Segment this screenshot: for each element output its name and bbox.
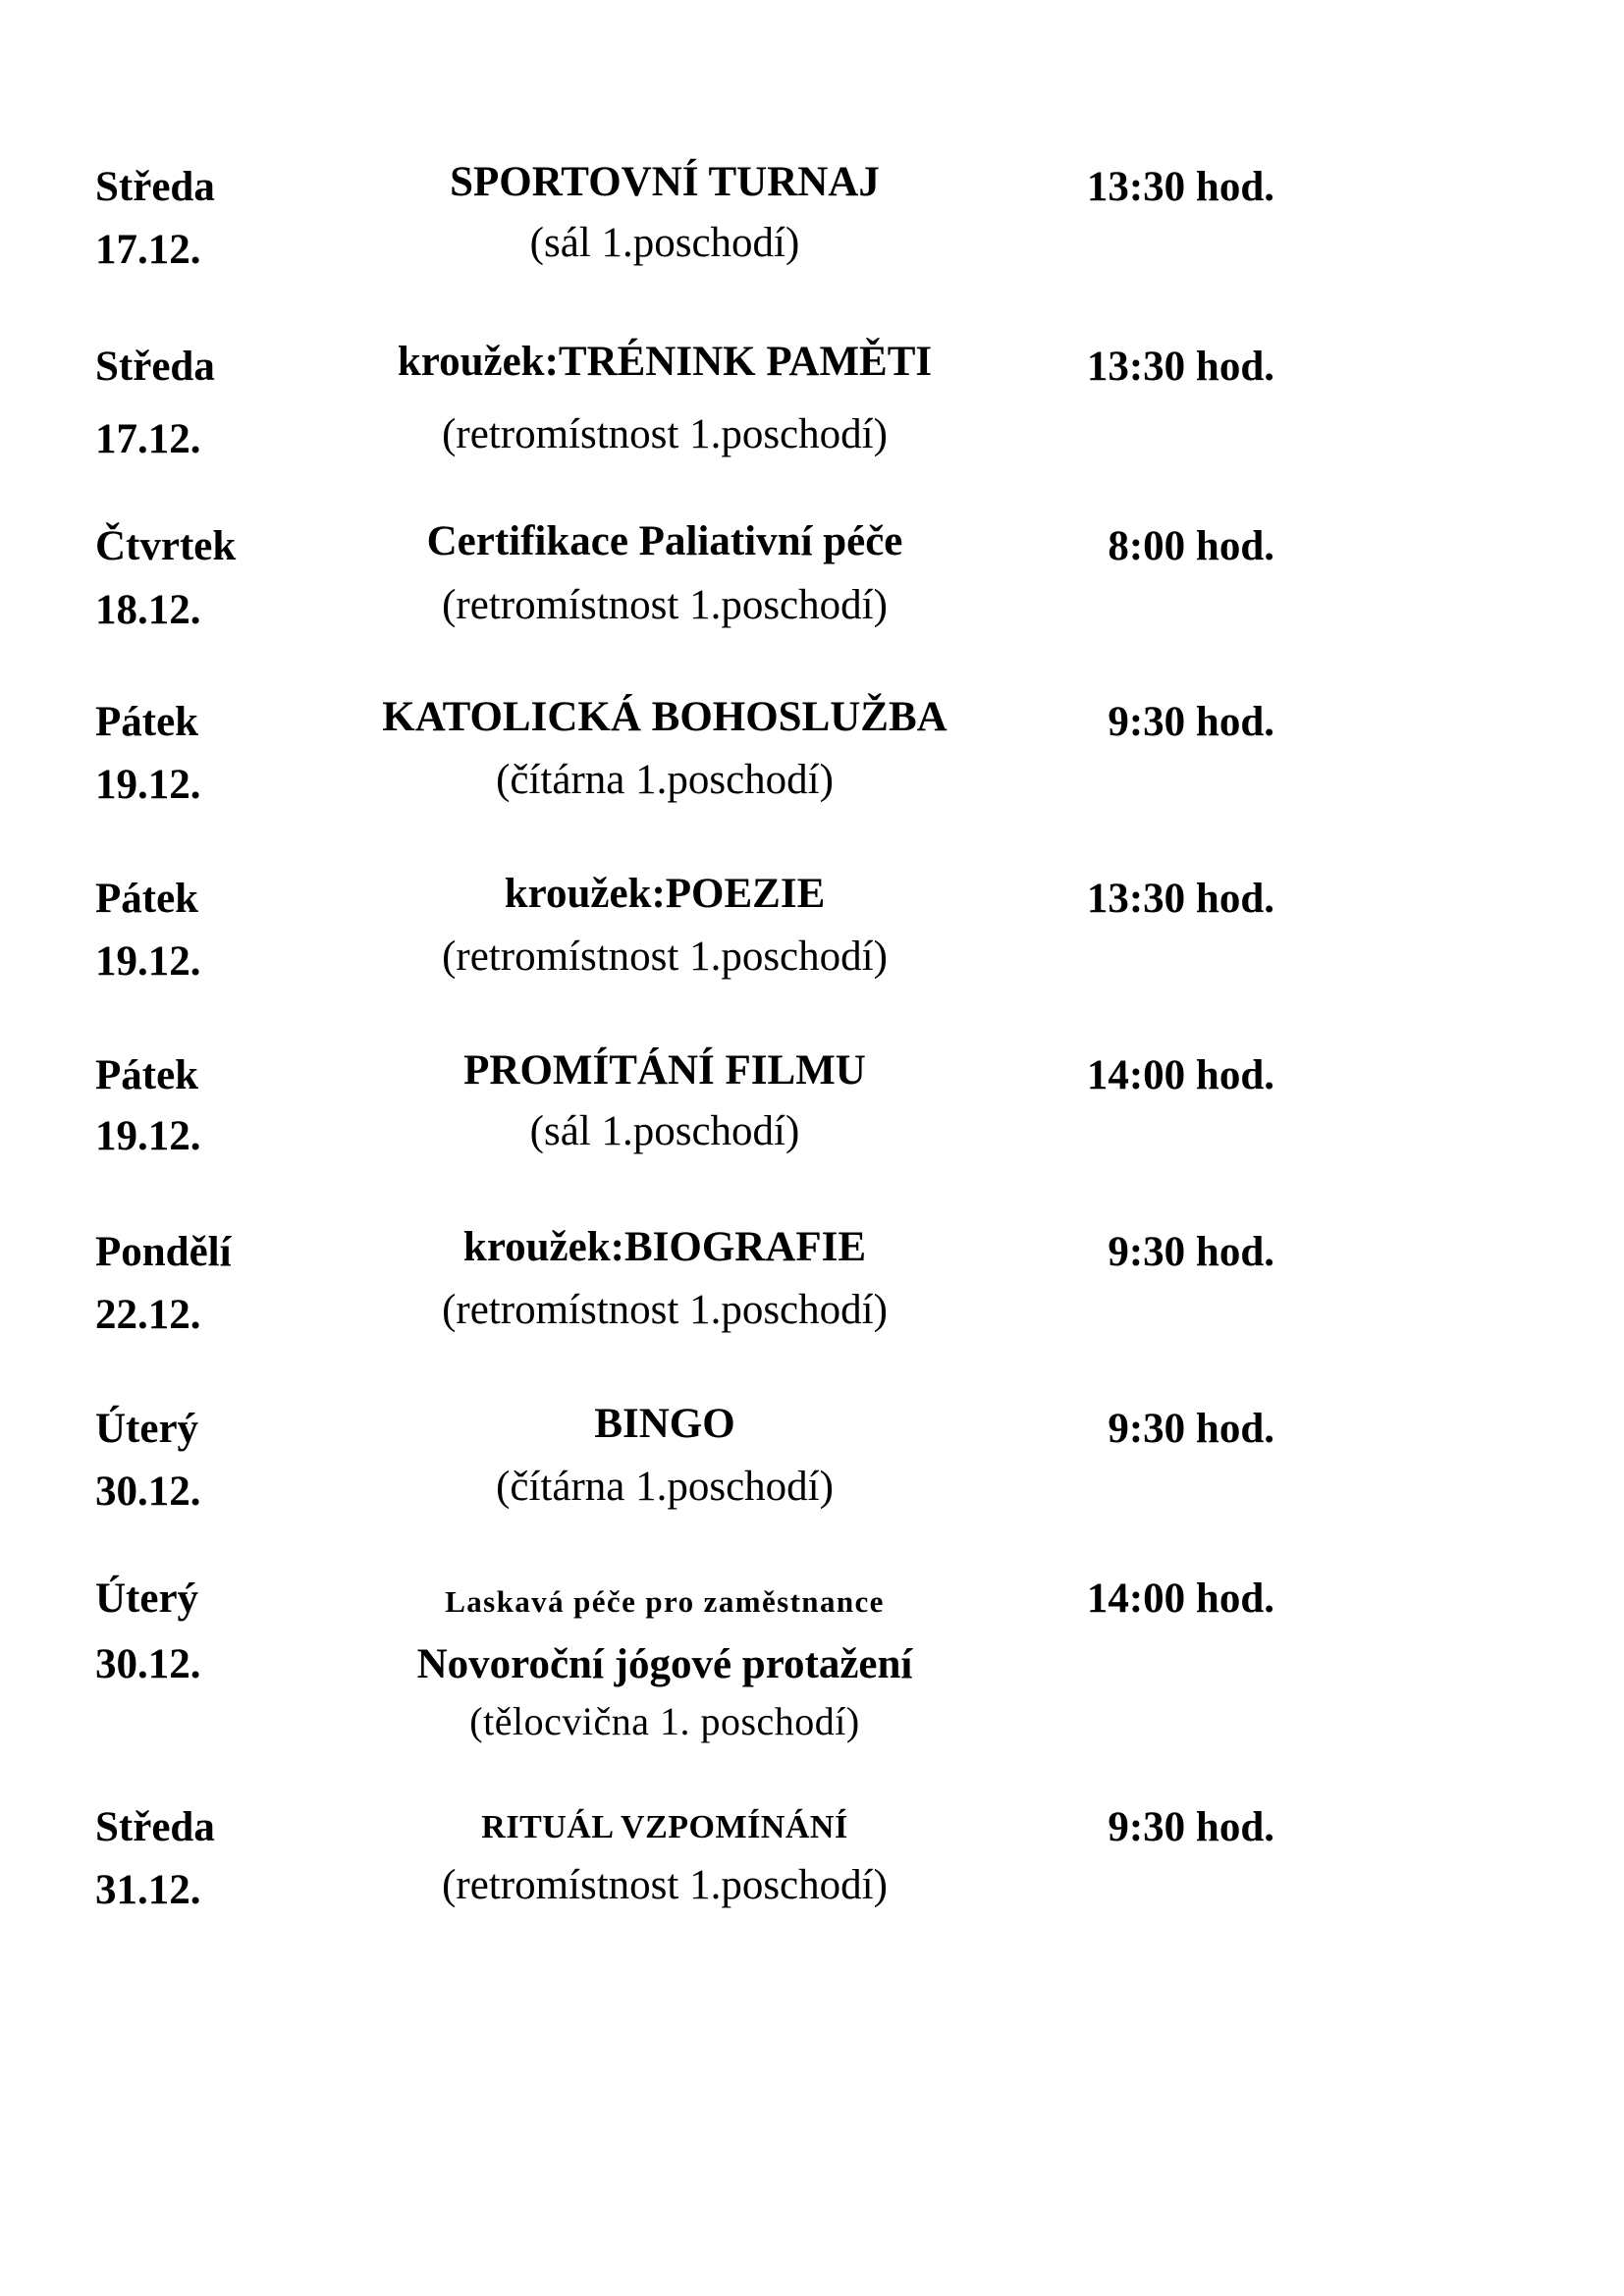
event-place: (tělocvična 1. poschodí): [469, 1699, 860, 1743]
event-place: (retromístnost 1.poschodí): [442, 1287, 888, 1333]
event-day: Úterý: [95, 1575, 199, 1622]
event-title: Certifikace Paliativní péče: [426, 518, 903, 564]
event-date: 18.12.: [95, 587, 201, 633]
event-title: BINGO: [594, 1401, 735, 1447]
event-time: 13:30 hod.: [1086, 876, 1274, 922]
event-date: 19.12.: [95, 938, 201, 985]
event-time: 8:00 hod.: [1108, 523, 1274, 569]
event-time: 9:30 hod.: [1108, 1406, 1274, 1452]
event-title: kroužek:TRÉNINK PAMĚTI: [397, 339, 933, 385]
event-day: Pátek: [95, 1052, 199, 1098]
event-date: 19.12.: [95, 1113, 201, 1159]
event-time: 9:30 hod.: [1108, 1229, 1274, 1275]
event-subtitle: Laskavá péče pro zaměstnance: [445, 1584, 885, 1619]
event-place: (retromístnost 1.poschodí): [442, 582, 888, 628]
event-day: Pátek: [95, 699, 199, 745]
event-day: Čtvrtek: [95, 523, 237, 569]
event-place: (sál 1.poschodí): [529, 220, 800, 266]
event-date: 19.12.: [95, 762, 201, 808]
event-date: 17.12.: [95, 416, 201, 462]
event-date: 22.12.: [95, 1292, 201, 1338]
event-title: SPORTOVNÍ TURNAJ: [450, 159, 880, 205]
event-day: Úterý: [95, 1406, 199, 1452]
event-title: kroužek:BIOGRAFIE: [462, 1224, 867, 1270]
event-time: 13:30 hod.: [1086, 164, 1274, 210]
event-time: 9:30 hod.: [1108, 1804, 1274, 1850]
event-place: (retromístnost 1.poschodí): [442, 411, 888, 457]
event-place: (čítárna 1.poschodí): [496, 757, 834, 803]
event-date: 31.12.: [95, 1867, 201, 1913]
event-day: Pátek: [95, 876, 199, 922]
event-time: 14:00 hod.: [1086, 1052, 1274, 1098]
event-time: 14:00 hod.: [1086, 1575, 1274, 1622]
event-title: PROMÍTÁNÍ FILMU: [463, 1047, 866, 1094]
event-date: 30.12.: [95, 1641, 201, 1687]
event-date: 30.12.: [95, 1468, 201, 1515]
event-day: Středa: [95, 1804, 215, 1850]
event-date: 17.12.: [95, 227, 201, 273]
event-day: Středa: [95, 164, 215, 210]
event-title: KATOLICKÁ BOHOSLUŽBA: [382, 694, 947, 740]
event-day: Pondělí: [95, 1229, 232, 1275]
event-title: RITUÁL VZPOMÍNÁNÍ: [481, 1809, 848, 1845]
event-time: 13:30 hod.: [1086, 344, 1274, 390]
event-place: (sál 1.poschodí): [529, 1108, 800, 1154]
event-time: 9:30 hod.: [1108, 699, 1274, 745]
event-title: kroužek:POEZIE: [504, 871, 826, 917]
event-title: Novoroční jógové protažení: [416, 1641, 913, 1687]
event-day: Středa: [95, 344, 215, 390]
event-place: (čítárna 1.poschodí): [496, 1464, 834, 1510]
event-place: (retromístnost 1.poschodí): [442, 1862, 888, 1908]
event-place: (retromístnost 1.poschodí): [442, 934, 888, 980]
